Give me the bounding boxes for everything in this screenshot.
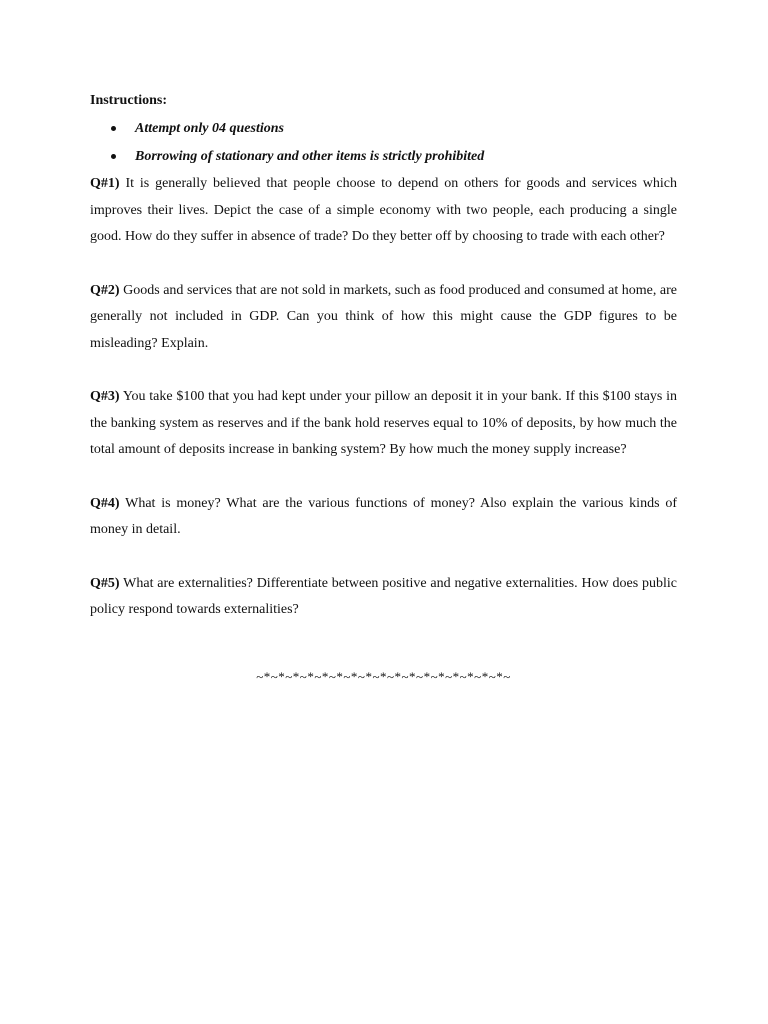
instructions-list: [90, 115, 677, 171]
exam-content: [90, 90, 677, 690]
question-text: Goods and services that are not sold in markets, such as food produced and consumed at home, are generally not included in GDP. Can you think of how this might cause the GDP figures to be misleading? Explain.: [90, 282, 678, 351]
instructions-heading: Instructions:: [90, 93, 168, 108]
question-5: [90, 571, 677, 624]
question-number: Q#1): [90, 176, 120, 191]
question-number: Q#4): [90, 495, 120, 511]
instruction-item: Attempt only 04 questions: [135, 115, 677, 143]
question-text: What is money? What are the various functions of money? Also explain the various kinds of money in detail.: [90, 495, 677, 537]
instruction-item: Borrowing of stationary and other items is strictly prohibited: [135, 143, 677, 171]
question-text: What are externalities? Differentiate between positive and negative externalities. How does public policy respond towards externalities?: [90, 575, 677, 617]
question-number: Q#2): [90, 282, 120, 298]
question-number: Q#5): [90, 575, 120, 591]
question-3: [90, 384, 677, 464]
question-4: [90, 491, 677, 544]
question-text: It is generally believed that people choose to depend on others for goods and services which improves their lives. Depict the case of a simple economy with two people, each producing a single good. How do they suffer in absence of trade? Do they better off by choosing to trade with each other?: [90, 176, 678, 244]
question-2: [90, 278, 677, 358]
question-1: [90, 171, 677, 251]
question-text: You take $100 that you had kept under your pillow an deposit it in your bank. If this $100 stays in the banking system as reserves and if the bank hold reserves equal to 10% of deposits, by how much the total amount of deposits increase in banking system? By how much the money supply increase?: [90, 389, 677, 457]
question-number: Q#3): [90, 389, 120, 404]
end-divider: ~*~*~*~*~*~*~*~*~*~*~*~*~*~*~*~*~*~: [256, 668, 511, 684]
